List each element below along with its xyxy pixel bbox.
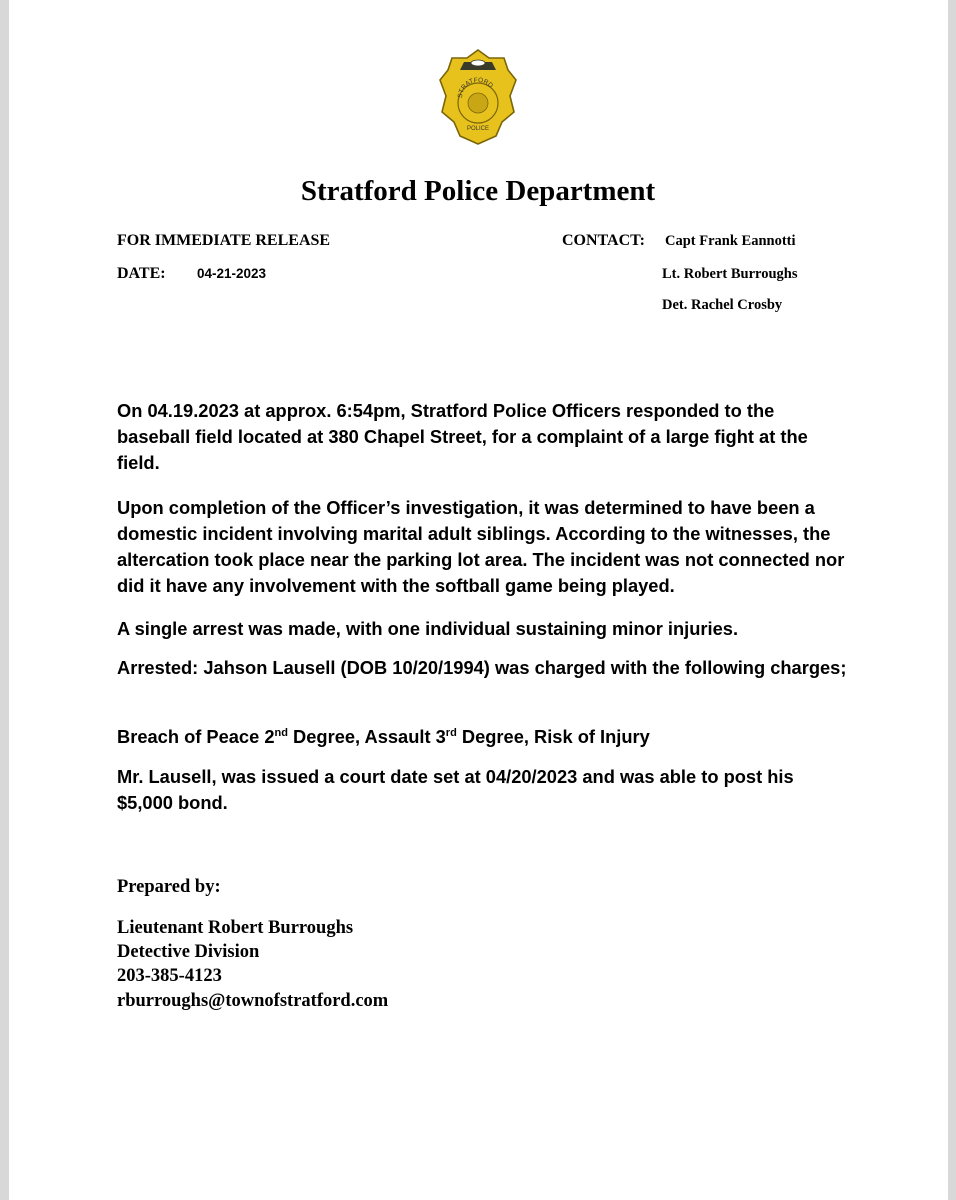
preparer-email: rburroughs@townofstratford.com (117, 991, 389, 1011)
charges-line (117, 724, 852, 750)
preparer-division: Detective Division (117, 942, 260, 962)
paragraph-investigation: Upon completion of the Officer’s investigation, it was determined to have been a domestic incident involving marital adult siblings. According to the witnesses, the altercation took place near the parking lot area. The incident was not connected nor did it have any involvement with the softball game being played. (117, 497, 845, 596)
ordinal: rd (445, 726, 457, 739)
prepared-label: Prepared by: (117, 877, 221, 897)
date-value: 04-21-2023 (197, 266, 267, 281)
police-badge-icon (438, 48, 518, 146)
page-title: Stratford Police Department (300, 175, 656, 207)
charge-text: Degree, Risk of Injury (456, 726, 650, 747)
badge-top-text: STRATFORD (456, 76, 495, 99)
contact-name: Lt. Robert Burroughs (662, 266, 798, 282)
date-label: DATE: (117, 265, 166, 282)
preparer-phone: 203-385-4123 (117, 966, 222, 986)
paragraph-incident: On 04.19.2023 at approx. 6:54pm, Stratford Police Officers responded to the baseball field located at 380 Chapel Street, for a complaint of a large fight at the field. (117, 400, 808, 473)
paragraph-court: Mr. Lausell, was issued a court date set at 04/20/2023 and was able to post his $5,000 bond. (117, 766, 794, 813)
badge-bottom-text: POLICE (466, 126, 490, 132)
paragraph-arrest: A single arrest was made, with one individual sustaining minor injuries. (117, 618, 739, 639)
contact-name: Capt Frank Eannotti (665, 233, 796, 249)
charge-text: Breach of Peace 2 (117, 726, 275, 747)
charge-text: Degree, Assault 3 (287, 726, 446, 747)
contact-name: Det. Rachel Crosby (662, 297, 783, 313)
release-label: FOR IMMEDIATE RELEASE (117, 232, 331, 249)
preparer-name: Lieutenant Robert Burroughs (117, 918, 354, 938)
contact-label: CONTACT: (562, 232, 645, 249)
paragraph-arrested: Arrested: Jahson Lausell (DOB 10/20/1994) was charged with the following charges; (117, 657, 847, 678)
ordinal: nd (274, 726, 288, 739)
